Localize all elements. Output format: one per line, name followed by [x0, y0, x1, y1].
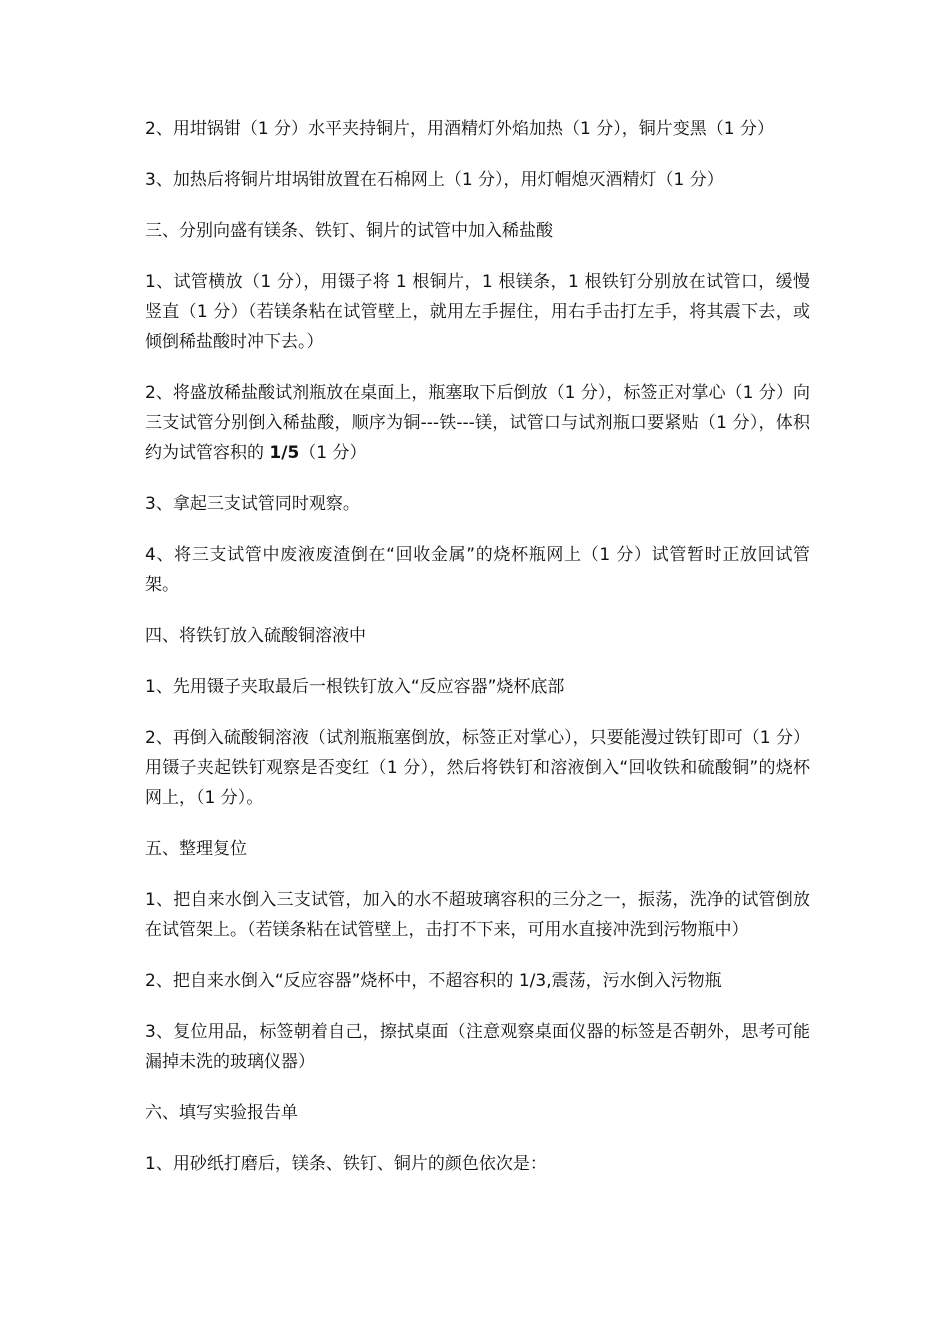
- paragraph-text: 2、将盛放稀盐酸试剂瓶放在桌面上，瓶塞取下后倒放（1 分），标签正对掌心（1 分）向三支试管分别倒入稀盐酸，顺序为铜---铁---镁，试管口与试剂瓶口要紧贴（1 分），体积约为试管容积的: [145, 383, 810, 463]
- step-paragraph: 3、加热后将铜片坩埚钳放置在石棉网上（1 分），用灯帽熄灭酒精灯（1 分）: [145, 170, 724, 190]
- paragraph-text: （1 分）: [299, 443, 367, 463]
- step-paragraph-with-ratio: [145, 378, 810, 468]
- step-paragraph: 1、先用镊子夹取最后一根铁钉放入“反应容器”烧杯底部: [145, 677, 565, 697]
- step-paragraph: 1、试管横放（1 分），用镊子将 1 根铜片，1 根镁条，1 根铁钉分别放在试管口，缓慢竖直（1 分）（若镁条粘在试管壁上，就用左手握住，用右手击打左手，将其震下去，或倾倒稀盐酸时冲下去。）: [145, 272, 810, 352]
- section-heading: 五、整理复位: [145, 839, 247, 859]
- section-heading: 三、分别向盛有镁条、铁钉、铜片的试管中加入稀盐酸: [145, 221, 553, 241]
- step-paragraph: 2、用坩锅钳（1 分）水平夹持铜片，用酒精灯外焰加热（1 分），铜片变黑（1 分）: [145, 119, 774, 139]
- section-heading: 四、将铁钉放入硫酸铜溶液中: [145, 626, 366, 646]
- step-paragraph: 3、复位用品，标签朝着自己，擦拭桌面（注意观察桌面仪器的标签是否朝外，思考可能漏掉未洗的玻璃仪器）: [145, 1022, 810, 1072]
- step-paragraph: 2、把自来水倒入“反应容器”烧杯中，不超容积的 1/3,震荡，污水倒入污物瓶: [145, 971, 722, 991]
- document-page: [145, 114, 810, 1200]
- step-paragraph: 3、拿起三支试管同时观察。: [145, 494, 360, 514]
- step-paragraph: 4、将三支试管中废液废渣倒在“回收金属”的烧杯瓶网上（1 分）试管暂时正放回试管架。: [145, 545, 810, 595]
- volume-ratio: 1/5: [269, 443, 300, 463]
- step-paragraph: 1、用砂纸打磨后，镁条、铁钉、铜片的颜色依次是：: [145, 1154, 547, 1174]
- step-paragraph: 2、再倒入硫酸铜溶液（试剂瓶瓶塞倒放，标签正对掌心），只要能漫过铁钉即可（1 分）用镊子夹起铁钉观察是否变红（1 分），然后将铁钉和溶液倒入“回收铁和硫酸铜”的烧杯网上，（1 分）。: [145, 728, 810, 808]
- section-heading: 六、填写实验报告单: [145, 1103, 298, 1123]
- step-paragraph: 1、把自来水倒入三支试管，加入的水不超玻璃容积的三分之一，振荡，洗净的试管倒放在试管架上。（若镁条粘在试管壁上，击打不下来，可用水直接冲洗到污物瓶中）: [145, 890, 810, 940]
